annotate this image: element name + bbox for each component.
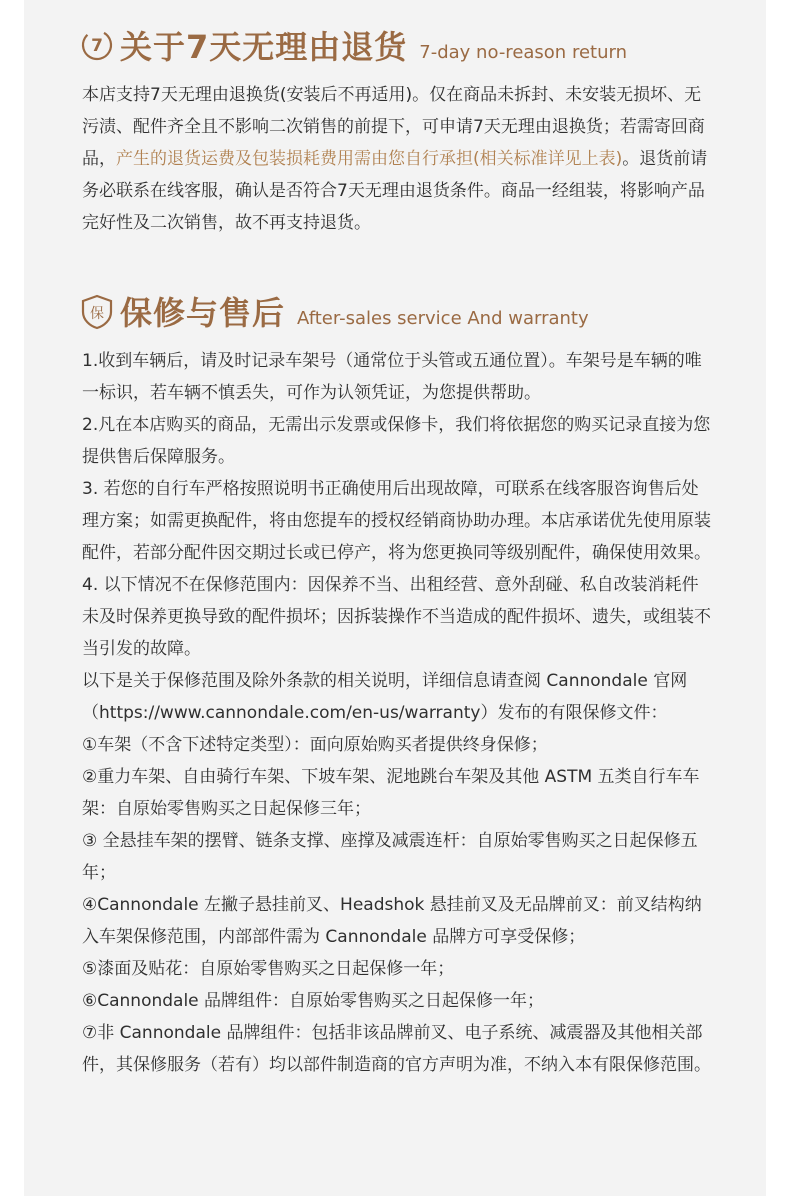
svg-text:7: 7 xyxy=(91,36,103,56)
warranty-item: ⑥Cannondale 品牌组件：自原始零售购买之日起保修一年； xyxy=(82,991,545,1011)
return-section-header xyxy=(80,22,627,68)
return-text-part1: 本店支持7天无理由退换货(安装后不再适用)。仅在商品未拆封、未安装无损坏、无污渍、配件齐全且不影响二次销售的前提下，可申请7天无理由退换货；若需寄回商品， xyxy=(82,85,705,169)
warranty-text xyxy=(82,345,712,1081)
return-title: 关于7天无理由退货 xyxy=(120,28,408,66)
warranty-item: ①车架（不含下述特定类型）：面向原始购买者提供终身保修； xyxy=(82,735,548,755)
warranty-item: 3. 若您的自行车严格按照说明书正确使用后出现故障，可联系在线客服咨询售后处理方案；如需更换配件，将由您提车的授权经销商协助办理。本店承诺优先使用原装配件，若部分配件因交期过长或已停产，将为您更换同等级别配件，确保使用效果。 xyxy=(82,479,711,563)
warranty-item: 2.凡在本店购买的商品，无需出示发票或保修卡，我们将依据您的购买记录直接为您提供售后保障服务。 xyxy=(82,415,711,467)
return-text-part2: 。退货前请务必联系在线客服，确认是否符合7天无理由退货条件。商品一经组装，将影响产品完好性及二次销售，故不再支持退货。 xyxy=(82,149,708,233)
warranty-shield-icon xyxy=(80,294,114,328)
return-policy-text xyxy=(82,79,712,239)
warranty-item: ⑦非 Cannondale 品牌组件：包括非该品牌前叉、电子系统、减震器及其他相关部件，其保修服务（若有）均以部件制造商的官方声明为准，不纳入本有限保修范围。 xyxy=(82,1023,711,1075)
warranty-item: ④Cannondale 左撇子悬挂前叉、Headshok 悬挂前叉及无品牌前叉：前叉结构纳入车架保修范围，内部部件需为 Cannondale 品牌方可享受保修； xyxy=(82,895,702,947)
return-title-en: 7-day no-reason return xyxy=(419,42,627,63)
warranty-item: 4. 以下情况不在保修范围内：因保养不当、出租经营、意外刮碰、私自改装消耗件未及时保养更换导致的配件损坏；因拆装操作不当造成的配件损坏、遗失，或组装不当引发的故障。 xyxy=(82,575,711,659)
warranty-item: ②重力车架、自由骑行车架、下坡车架、泥地跳台车架及其他 ASTM 五类自行车车架：自原始零售购买之日起保修三年； xyxy=(82,767,700,819)
warranty-section-header xyxy=(80,288,589,334)
return-text-highlight: 产生的退货运费及包装损耗费用需由您自行承担(相关标准详见上表) xyxy=(116,149,623,169)
warranty-item: 1.收到车辆后，请及时记录车架号（通常位于头管或五通位置）。车架号是车辆的唯一标识，若车辆不慎丢失，可作为认领凭证，为您提供帮助。 xyxy=(82,351,702,403)
warranty-title: 保修与售后 xyxy=(120,294,286,332)
seven-day-badge-icon xyxy=(80,28,114,62)
warranty-link-intro: 以下是关于保修范围及除外条款的相关说明，详细信息请查阅 Cannondale 官网（https://www.cannondale.com/en-us/warranty）发布的有限保修文件： xyxy=(82,671,688,723)
warranty-item: ③ 全悬挂车架的摆臂、链条支撑、座撑及减震连杆：自原始零售购买之日起保修五年； xyxy=(82,831,698,883)
warranty-title-en: After-sales service And warranty xyxy=(297,308,589,329)
svg-text:保: 保 xyxy=(90,306,104,322)
warranty-item: ⑤漆面及贴花：自原始零售购买之日起保修一年； xyxy=(82,959,455,979)
